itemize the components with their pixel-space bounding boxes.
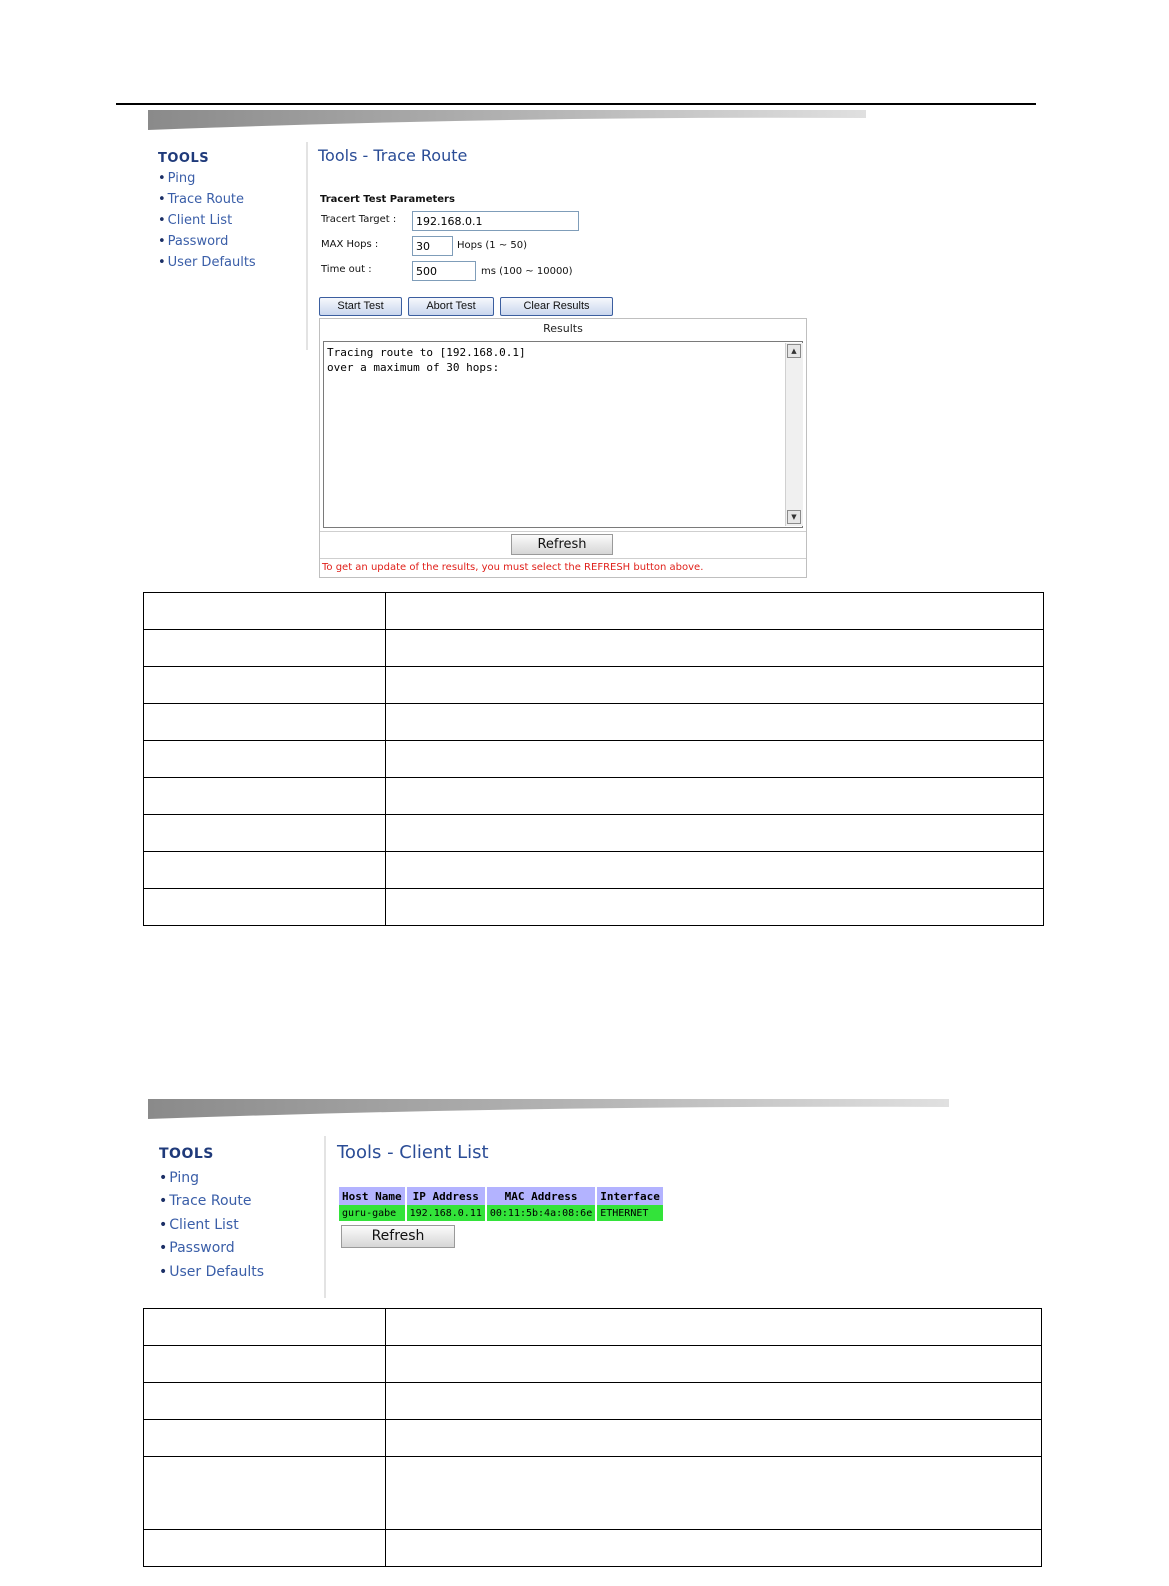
- nav-separator: [324, 1136, 326, 1298]
- mac-address-cell: 00:11:5b:4a:08:6e: [487, 1205, 595, 1221]
- table-cell: [144, 852, 386, 889]
- column-header-host-name: Host Name: [339, 1187, 405, 1205]
- ip-address-cell: 192.168.0.11: [407, 1205, 485, 1221]
- nav-heading: TOOLS: [159, 1146, 214, 1162]
- table-row: [144, 630, 1044, 667]
- table-row: [144, 704, 1044, 741]
- section-label: Tracert Test Parameters: [320, 194, 455, 205]
- results-line: Tracing route to [192.168.0.1]: [327, 346, 526, 359]
- table-cell: [386, 1420, 1042, 1457]
- column-header-interface: Interface: [597, 1187, 663, 1205]
- table-cell: [144, 741, 386, 778]
- target-label: Tracert Target :: [321, 214, 397, 225]
- table-row: [144, 852, 1044, 889]
- table-cell: [386, 667, 1044, 704]
- nav-item-user-defaults[interactable]: [159, 1264, 264, 1280]
- table-row: [144, 1309, 1042, 1346]
- table-cell: [386, 1309, 1042, 1346]
- max-hops-input[interactable]: [412, 236, 453, 256]
- nav-item-label: Client List: [167, 213, 233, 228]
- nav-item-ping[interactable]: [158, 171, 195, 186]
- refresh-button[interactable]: Refresh: [511, 534, 613, 555]
- nav-item-user-defaults[interactable]: [158, 255, 256, 270]
- bullet-icon: •: [159, 1193, 168, 1209]
- nav-heading: TOOLS: [158, 151, 210, 166]
- table-cell: [144, 1530, 386, 1567]
- table-cell: [386, 1346, 1042, 1383]
- interface-cell: ETHERNET: [597, 1205, 663, 1221]
- nav-item-label: Client List: [169, 1217, 239, 1233]
- table-cell: [386, 1457, 1042, 1530]
- abort-test-button[interactable]: Abort Test: [408, 297, 494, 316]
- bullet-icon: •: [158, 234, 166, 249]
- nav-item-label: Ping: [169, 1170, 200, 1186]
- column-header-ip-address: IP Address: [407, 1187, 485, 1205]
- nav-separator: [306, 142, 308, 350]
- timeout-input[interactable]: [412, 261, 476, 281]
- table-cell: [144, 704, 386, 741]
- nav-item-trace-route[interactable]: [158, 192, 244, 207]
- client-list-panel: [148, 1119, 949, 1304]
- table-cell: [144, 1309, 386, 1346]
- doc-table-2: [143, 1308, 1042, 1567]
- page-title: Tools - Trace Route: [318, 146, 468, 165]
- scroll-up-icon[interactable]: ▲: [787, 344, 801, 358]
- bullet-icon: •: [158, 213, 166, 228]
- results-line: over a maximum of 30 hops:: [327, 361, 500, 374]
- table-cell: [386, 630, 1044, 667]
- host-name-cell: guru-gabe: [339, 1205, 405, 1221]
- table-cell: [386, 889, 1044, 926]
- table-cell: [386, 593, 1044, 630]
- results-box: [319, 318, 807, 578]
- nav-item-client-list[interactable]: [158, 213, 232, 228]
- table-cell: [144, 1383, 386, 1420]
- nav-item-label: User Defaults: [167, 255, 256, 270]
- table-cell: [144, 593, 386, 630]
- page-top-rule: [116, 103, 1036, 105]
- nav-item-ping[interactable]: [159, 1170, 199, 1186]
- table-cell: [386, 1383, 1042, 1420]
- bullet-icon: •: [159, 1264, 168, 1280]
- table-row: [144, 667, 1044, 704]
- table-row: [339, 1205, 663, 1221]
- table-cell: [386, 704, 1044, 741]
- table-row: [144, 889, 1044, 926]
- nav-item-label: Trace Route: [169, 1193, 252, 1209]
- table-cell: [144, 889, 386, 926]
- nav-item-password[interactable]: [158, 234, 228, 249]
- timeout-label: Time out :: [321, 264, 372, 275]
- nav-item-label: Trace Route: [167, 192, 245, 207]
- table-cell: [144, 778, 386, 815]
- table-cell: [386, 1530, 1042, 1567]
- table-row: [144, 741, 1044, 778]
- nav-item-label: User Defaults: [169, 1264, 265, 1280]
- nav-item-label: Password: [167, 234, 229, 249]
- table-row: [144, 1457, 1042, 1530]
- results-heading: Results: [543, 322, 583, 335]
- table-row: [144, 1346, 1042, 1383]
- nav-item-client-list[interactable]: [159, 1217, 239, 1233]
- timeout-hint: ms (100 ~ 10000): [481, 266, 573, 277]
- tracert-target-input[interactable]: [412, 211, 579, 231]
- hops-hint: Hops (1 ~ 50): [457, 240, 527, 251]
- table-cell: [386, 852, 1044, 889]
- table-cell: [386, 741, 1044, 778]
- nav-item-label: Ping: [167, 171, 196, 186]
- nav-item-trace-route[interactable]: [159, 1193, 252, 1209]
- nav-item-label: Password: [169, 1240, 235, 1256]
- table-row: [144, 1530, 1042, 1567]
- refresh-hint: To get an update of the results, you must select the REFRESH button above.: [322, 562, 704, 573]
- table-cell: [144, 630, 386, 667]
- refresh-button[interactable]: Refresh: [341, 1225, 455, 1248]
- trace-route-panel: [148, 130, 866, 585]
- table-row: [144, 778, 1044, 815]
- bullet-icon: •: [158, 171, 166, 186]
- bullet-icon: •: [158, 255, 166, 270]
- hops-label: MAX Hops :: [321, 239, 379, 250]
- header-strip: [148, 1097, 949, 1119]
- table-cell: [386, 778, 1044, 815]
- client-table: [337, 1187, 665, 1221]
- column-header-mac-address: MAC Address: [487, 1187, 595, 1205]
- table-cell: [144, 1457, 386, 1530]
- table-row: [144, 593, 1044, 630]
- table-cell: [144, 1346, 386, 1383]
- page-title: Tools - Client List: [337, 1142, 489, 1163]
- table-row: [144, 1383, 1042, 1420]
- bullet-icon: •: [159, 1240, 168, 1256]
- start-test-button[interactable]: Start Test: [319, 297, 402, 316]
- results-scrollbar[interactable]: [785, 343, 803, 526]
- table-row: [144, 815, 1044, 852]
- nav-item-password[interactable]: [159, 1240, 235, 1256]
- results-divider: [320, 531, 806, 532]
- clear-results-button[interactable]: Clear Results: [500, 297, 613, 316]
- scroll-down-icon[interactable]: ▼: [787, 510, 801, 524]
- table-cell: [144, 1420, 386, 1457]
- table-header-row: [339, 1187, 663, 1205]
- results-textarea[interactable]: [323, 341, 803, 528]
- table-cell: [144, 815, 386, 852]
- bullet-icon: •: [159, 1217, 168, 1233]
- table-cell: [144, 667, 386, 704]
- header-strip: [148, 108, 866, 130]
- bullet-icon: •: [159, 1170, 168, 1186]
- bullet-icon: •: [158, 192, 166, 207]
- table-cell: [386, 815, 1044, 852]
- doc-table-1: [143, 592, 1044, 926]
- table-row: [144, 1420, 1042, 1457]
- results-divider: [320, 558, 806, 559]
